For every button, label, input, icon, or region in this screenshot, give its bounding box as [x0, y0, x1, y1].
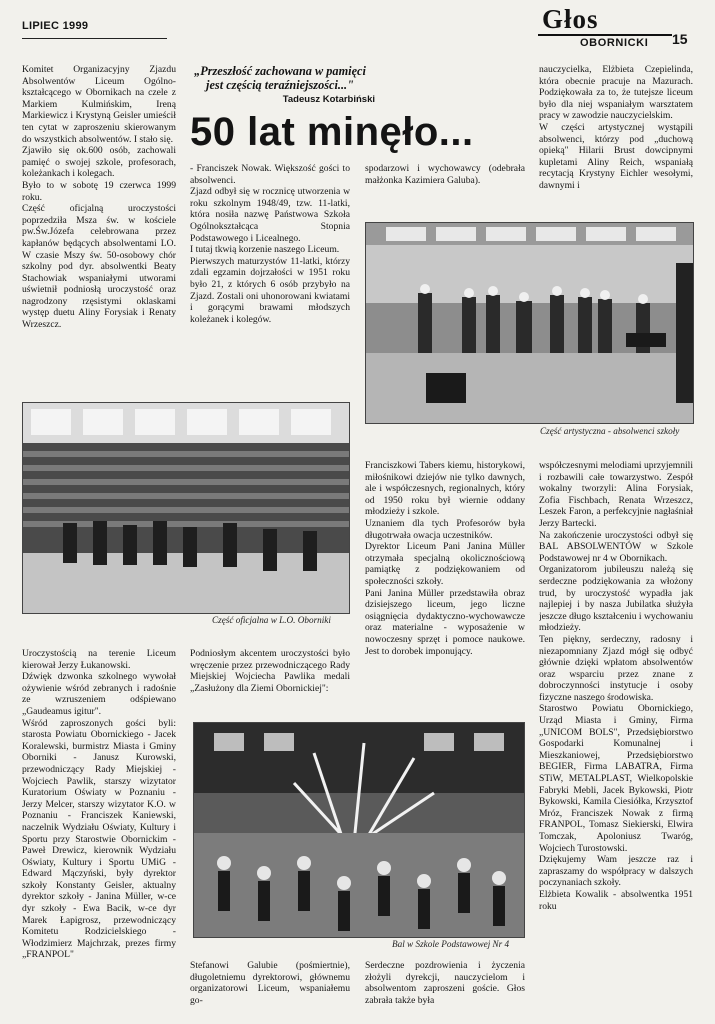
- col1-bottom-text: Uroczystością na terenie Liceum kierował Jerzy Łukanowski. Dźwięk dzwonka szkolnego wywołał ożywienie wśród zebranych i radośnie ze wzruszeniem odśpiewano „Gaudeamus igitur". Wśród zaproszonych gości byli: starosta Powiatu Obornickiego - Jacek Koralewski, burmistrz Miasta i Gminy Oborniki - Janusz Kurowski, przewodniczący Rady Miejskiej - Wojciech Pawlik, starszy wizytator Kuratorium Oświaty w Poznaniu - Jerzy Melcer, starszy wizytator K.O. w Poznaniu - Franciszek Kaniewski, naczelnik Wydziału Oświaty, Kultury i Sportu przy Starostwie Obornickim - Paweł Drewicz, kierownik Wydziału Oświaty, Kultury i Sportu UMiG - Edward Mączyński, były dyrektor szkoły Konstanty Geisler, aktualny dyrektor szkoły - Janina Müller, w-ce dyr szkoły - Ewa Bacik, w-ce dyr Marek Łapigrosz, przewodniczący Komitetu Rodzicielskiego - Włodzimierz Majchrzak, prezes firmy „FRANPOL": [22, 648, 176, 961]
- photo-artistic-performance: [365, 222, 694, 424]
- col2-bottom-text: Stefanowi Galubie (pośmiertnie), długoletniemu dyrektorowi, głównemu organizatorowi Liceum, wspaniałemu go-: [190, 960, 350, 1006]
- caption-official: Część oficjalna w L.O. Oborniki: [212, 615, 331, 625]
- col1-top-text: Komitet Organizacyjny Zjazdu Absolwentów Liceum Ogólno-kształcącego w Obornikach na czele z Markiem Kulmińskim, Ireną Markiewicz i Krystyną Geisler umieścił ten cytat w zaproszeniu skierowanym do wszystkich absolwentów. I stało się. Zjawiło się ok.600 osób, zachowali pamięć o swojej szkole, profesorach, koleżankach i kolegach. Było to w sobotę 19 czerwca 1999 roku. Część oficjalną uroczystości poprzedziła Msza św. w kościele pw.Św.Józefa celebrowana przez kapłanów będących absolwentami LO. W czasie Mszy św. 50-osobowy chór szkolny pod dyr. absolwentki Beaty Stachowiak wspaniałymi utworami uświetnił podniosłą uroczystość oraz nagrodzony rzęsistymi oklaskami występ duetu Aliny Forysiak i Renaty Wrzeszcz.: [22, 64, 176, 331]
- col3-mid-text: Franciszkowi Tabers kiemu, historykowi, miłośnikowi dziejów nie tylko dawnych, ale i współczesnych, regionalnych, który od 1950 roku był wiernie oddany młodzieży i szkole. Uznaniem dla tych Profesorów była długotrwała owacja uczestników. Dyrektor Liceum Pani Janina Müller otrzymała specjalną okolicznościową pamiątkę z podziękowaniem od społeczności szkoły. Pani Janina Müller przedstawiła obraz dzisiejszego liceum, jego liczne osiągnięcia dydaktyczno-wychowawcze oraz materialne - wyposażenie w nowoczesny sprzęt i pomoce naukowe. Jest to dorobek imponujący.: [365, 460, 525, 657]
- caption-ball: Bal w Szkole Podstawowej Nr 4: [392, 939, 510, 949]
- quote-block: [185, 64, 375, 105]
- quote-line-2: jest częścią teraźniejszości...": [206, 78, 354, 92]
- page-number: 15: [672, 31, 688, 47]
- logo-top-text: Głos: [542, 4, 599, 34]
- header-rule: [22, 38, 167, 39]
- quote-line-1: „Przeszłość zachowana w pamięci: [194, 64, 366, 78]
- col3-top-text: spodarzowi i wychowawcy (odebrała małżonka Kazimiera Galuba).: [365, 163, 525, 186]
- col2-mid-text: Podniosłym akcentem uroczystości było wręczenie przez przewodniczącego Rady Miejskiej Wojciecha Pawlika medali „Zasłużony dla Ziemi Obornickiej":: [190, 648, 350, 694]
- quote-author: Tadeusz Kotarbiński: [282, 94, 375, 105]
- headline: 50 lat minęło...: [190, 110, 474, 154]
- col4-bottom-text: współczesnymi melodiami uprzyjemnili i rozbawili całe towarzystwo. Zespół wokalny tworzyli: Alina Forysiak, Zofia Fischbach, Renata Wrzeszcz, Leszek Faron, a perfekcyjnie nagłaśniał Jerzy Bartecki. Na zakończenie uroczystości odbył się BAL ABSOLWENTÓW w Szkole Podstawowej nr 4 w Obornikach. Organizatorom jubileuszu należą się serdeczne podziękowania za włożony trud, by uroczystość wypadła jak najlepiej i by nasza Jubilatka służyła jeszcze długo kształceniu i wychowaniu młodzieży. Ten piękny, serdeczny, radosny i niezapomniany Zjazd mógł się odbyć głównie dzięki wpłatom absolwentów oraz wsparciu przez znane z dobroczynności instytucje i osoby fizyczne naszego środowiska. Starostwo Powiatu Obornickiego, Urząd Miasta i Gminy, Firma „UNICOM BOLS", Przedsiębiorstwo Gospodarki Komunalnej i Mieszkaniowej, Przedsiębiorstwo BEGIER, Firma LABATRA, Firma STiW, METALPLAST, Wielkopolskie Fabryki Mebli, Jacek Bykowski, Piotr Bykowski, Kamila Ciesiółka, Krzysztof Mróz, Franciszek Nowak z firmą FRANPOL, Tomasz Siekierski, Elwira Tomczak, Apoloniusz Twaróg, Wojciech Turostowski. Dziękujemy Wam jeszcze raz i zapraszamy do współpracy w dalszych poczynaniach szkoły. Elżbieta Kowalik - absolwentka 1951 roku: [539, 460, 693, 912]
- issue-date: LIPIEC 1999: [22, 20, 89, 32]
- col4-top-text: nauczycielka, Elżbieta Czepielinda, która obecnie pracuje na Mazurach. Podziękowała za to, że tutejsze liceum było dla niej wspaniałym warsztatem pracy w zawodzie nauczycielskim. W części artystycznej wystąpili absolwenci, którzy pod „duchową opieką" Hilarii Brust dowcipnymi kupletami Aliny Reich, wspaniałą recytacją Krystyny Eichler wesołymi, dawnymi i: [539, 64, 693, 191]
- logo-rule: [538, 34, 672, 36]
- logo-bottom-text: OBORNICKI: [580, 37, 649, 49]
- photo-alumni-ball: [193, 722, 525, 938]
- masthead-logo: [538, 4, 688, 54]
- caption-artistic: Część artystyczna - absolwenci szkoły: [540, 426, 680, 436]
- col3-bottom-text: Serdeczne pozdrowienia i życzenia złożyli dyrekcji, nauczycielom i absolwentom zaproszeni goście. Głos zabrała także była: [365, 960, 525, 1006]
- col2-top-text: - Franciszek Nowak. Większość gości to absolwenci. Zjazd odbył się w rocznicę utworzenia w roku szkolnym 1948/49, tzw. 11-latki, która nosiła nazwę Państwowa Szkoła Ogólnokształcąca Stopnia Podstawowego i Licealnego. I tutaj tkwią korzenie naszego Liceum. Pierwszych maturzystów 11-latki, którzy zdali egzamin dojrzałości w 1951 roku było 21, z których 6 osób przybyło na Zjazd. Zostali oni uhonorowani kwiatami i gorącymi brawami młodszych koleżanek i kolegów.: [190, 163, 350, 325]
- photo-official-ceremony: [22, 402, 350, 614]
